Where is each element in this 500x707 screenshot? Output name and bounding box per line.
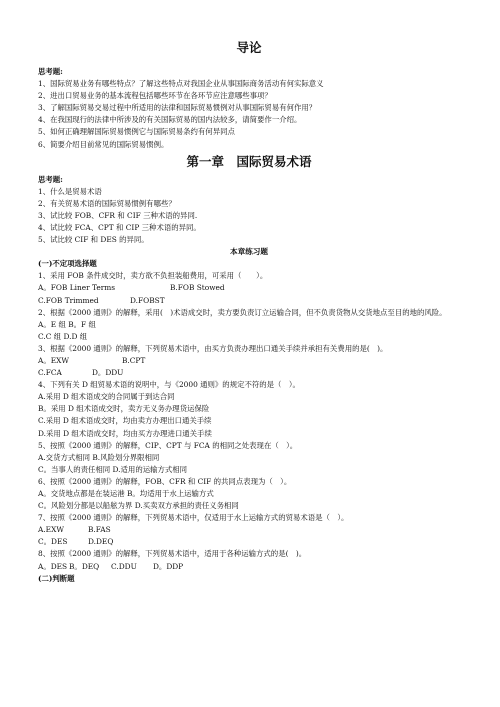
chapter1-question: 5、试比较 CIF 和 DES 的异同。 — [38, 235, 149, 245]
intro-question: 1、国际贸易业务有哪些特点？了解这些特点对我国企业从事国际商务活动有何实际意义 — [38, 79, 324, 89]
intro-question: 6、简要介绍目前常见的国际贸易惯例。 — [38, 139, 169, 149]
option: A。FOB Liner Terms — [38, 283, 116, 293]
chapter1-question: 4、试比较 FCA、CPT 和 CIP 三种术语的异同。 — [38, 223, 201, 233]
option-row — [38, 282, 460, 294]
exercise-question-5: 5、按照《2000 通则》的解释，CIP、CPT 与 FCA 的相同之处表现在（ ）。 — [38, 440, 298, 450]
option: A。EXW — [38, 355, 69, 365]
intro-question: 2、进出口贸易业务的基本流程包括哪些环节在各环节应注意哪些事项？ — [38, 91, 272, 101]
option: A.采用 D 组术语成交的合同属于到达合同 — [38, 392, 175, 402]
option: B.FAS — [88, 525, 111, 535]
option: D.DEQ — [88, 537, 114, 547]
chapter1-question: 2、有关贸易术语的国际贸易惯例有哪些？ — [38, 198, 176, 208]
option-row — [38, 367, 460, 379]
exercise-question-3: 3、根据《2000 通则》的解释，下列贸易术语中，由买方负责办理出口通关手续并承担有关费用的是( )。 — [38, 343, 388, 353]
exercise-question-7: 7、按照《2000 通则》的解释，下列贸易术语中，仅适用于水上运输方式的贸易术语是（ ）。 — [38, 513, 349, 523]
option-row: C.C 组 D.D 组 — [38, 331, 88, 341]
option: C.DDU — [111, 561, 137, 571]
option-row — [38, 561, 460, 573]
exercise-question-1: 1、采用 FOB 条件成交时，卖方欲不负担装船费用，可采用（ ）。 — [38, 271, 268, 281]
option: B。采用 D 组术语成交时，卖方无义务办理货运保险 — [38, 404, 210, 414]
option: B.CPT — [122, 355, 146, 365]
option: B.FOB Stowed — [170, 283, 225, 293]
chapter1-question: 3、试比较 FOB、CFR 和 CIF 三种术语的异同. — [38, 210, 198, 220]
chapter1-question: 1、什么是贸易术语 — [38, 186, 102, 196]
option-row — [38, 355, 460, 367]
intro-question: 5、如何正确理解国际贸易惯例它与国际贸易条约有何异同点 — [38, 127, 235, 137]
option: B。DEQ — [69, 561, 100, 571]
exercise-question-8: 8、按照《2000 通则》的解释，下列贸易术语中，适用于各种运输方式的是( )。 — [38, 549, 307, 559]
intro-think-label: 思考题: — [38, 67, 63, 76]
option: C.FOB Trimmed — [38, 295, 99, 305]
option-row: C。当事人的责任相同 D.适用的运输方式相同 — [38, 464, 188, 474]
exercise-question-4: 4、下列有关 D 组贸易术语的说明中，与《2000 通则》的规定不符的是（ ）。 — [38, 380, 300, 390]
option-row: A。交货地点都是在装运港 B。均适用于水上运输方式 — [38, 489, 214, 498]
option-row — [38, 295, 460, 307]
chapter1-think-label: 思考题: — [38, 174, 63, 184]
option-row: A.交货方式相同 B.风险划分界限相同 — [38, 452, 160, 462]
option-row — [38, 524, 460, 536]
option-row — [38, 536, 460, 548]
section-true-false: (二)判断题 — [38, 573, 75, 583]
exercise-question-2: 2、根据《2000 通则》的解释，采用( )术语成交时，卖方要负责订立运输合同，但不负责货物从交货地点至目的地的风险。 — [38, 307, 447, 317]
option: D。DDU — [92, 368, 124, 378]
option: C。DES — [38, 537, 68, 547]
exercise-title: 本章练习题 — [230, 247, 268, 257]
option: D。DDP — [153, 561, 184, 571]
intro-title: 导论 — [236, 40, 262, 55]
option-row: C。风险划分都是以船舷为界 D.买卖双方承担的责任义务相同 — [38, 501, 239, 511]
option: A.EXW — [38, 525, 64, 535]
option-row: A。E 组 B。F 组 — [38, 319, 96, 329]
option: C.采用 D 组术语成交时，均由卖方办理出口通关手续 — [38, 416, 212, 426]
exercise-question-6: 6、按照《2000 通则》的解释，FOB、CFR 和 CIF 的共同点表现为（ ）。 — [38, 476, 292, 486]
intro-question: 3、了解国际贸易交易过程中所适用的法律和国际贸易惯例对从事国际贸易有何作用？ — [38, 103, 317, 113]
option: D.FOBST — [130, 295, 165, 305]
chapter1-title: 第一章 国际贸易术语 — [186, 153, 312, 169]
section-multiple-choice: (一)不定项选择题 — [38, 259, 97, 269]
intro-question: 4、在我国现行的法律中所涉及的有关国际贸易的国内法较多，请简要作一介绍。 — [38, 115, 302, 125]
option: D.采用 D 组术语成交时，均由买方办理进口通关手续 — [38, 428, 212, 438]
option: C.FCA — [38, 368, 62, 378]
option: A。DES — [38, 561, 68, 571]
